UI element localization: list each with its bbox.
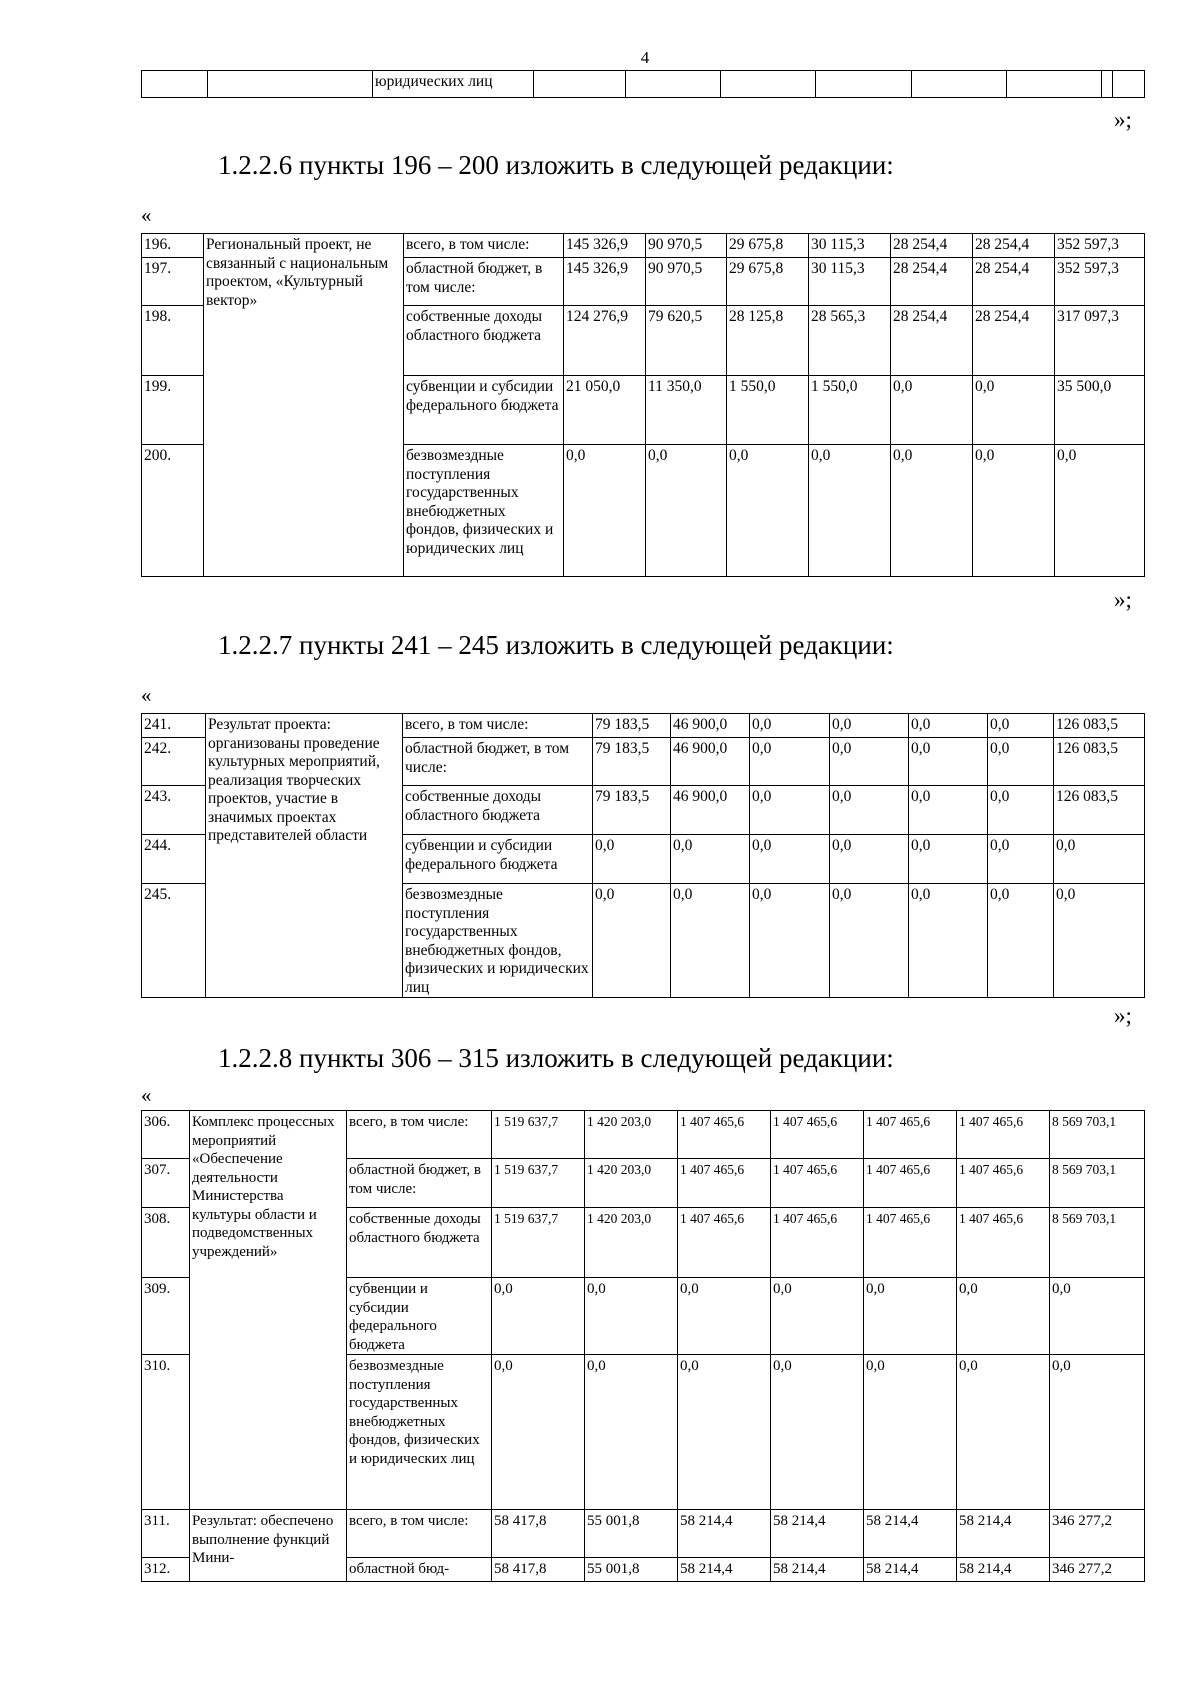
value-cell: 0,0 bbox=[830, 786, 909, 835]
value-cell: 346 277,2 bbox=[1050, 1510, 1145, 1558]
value-cell: 79 183,5 bbox=[593, 738, 671, 786]
value-cell: 58 214,4 bbox=[678, 1510, 771, 1558]
row-label: субвенции и субсидии федерального бюджета bbox=[404, 376, 564, 445]
continuation-table bbox=[141, 70, 1145, 98]
value-cell: 35 500,0 bbox=[1055, 376, 1145, 445]
table-cell bbox=[208, 71, 373, 98]
section-3-table bbox=[141, 1110, 1145, 1582]
value-cell: 1 550,0 bbox=[727, 376, 809, 445]
table-cell bbox=[1102, 71, 1113, 98]
value-cell: 0,0 bbox=[585, 1278, 678, 1355]
value-cell: 0,0 bbox=[1055, 445, 1145, 577]
value-cell: 0,0 bbox=[864, 1355, 957, 1510]
value-cell: 1 407 465,6 bbox=[864, 1159, 957, 1208]
table-cell: юридических лиц bbox=[373, 71, 534, 98]
value-cell: 1 407 465,6 bbox=[771, 1208, 864, 1278]
table-cell bbox=[626, 71, 721, 98]
value-cell: 90 970,5 bbox=[646, 234, 727, 258]
value-cell: 0,0 bbox=[727, 445, 809, 577]
value-cell: 0,0 bbox=[891, 445, 973, 577]
closing-quote: »; bbox=[1114, 1003, 1132, 1028]
value-cell: 30 115,3 bbox=[809, 234, 891, 258]
value-cell: 58 214,4 bbox=[771, 1558, 864, 1582]
row-label: субвенции и субсидии федерального бюджета bbox=[347, 1278, 492, 1355]
value-cell: 58 214,4 bbox=[957, 1510, 1050, 1558]
value-cell: 28 254,4 bbox=[891, 234, 973, 258]
value-cell: 0,0 bbox=[891, 376, 973, 445]
row-number: 306. bbox=[142, 1111, 190, 1159]
value-cell: 126 083,5 bbox=[1054, 786, 1145, 835]
value-cell: 1 407 465,6 bbox=[957, 1208, 1050, 1278]
value-cell: 0,0 bbox=[646, 445, 727, 577]
value-cell: 0,0 bbox=[1054, 835, 1145, 884]
row-label: всего, в том числе: bbox=[347, 1111, 492, 1159]
value-cell: 126 083,5 bbox=[1054, 738, 1145, 786]
value-cell: 126 083,5 bbox=[1054, 714, 1145, 738]
value-cell: 1 420 203,0 bbox=[585, 1159, 678, 1208]
value-cell: 1 519 637,7 bbox=[492, 1111, 585, 1159]
opening-quote: « bbox=[141, 683, 152, 707]
row-number: 245. bbox=[142, 884, 206, 998]
row-label: всего, в том числе: bbox=[403, 714, 593, 738]
closing-quote: »; bbox=[1114, 107, 1132, 132]
value-cell: 1 550,0 bbox=[809, 376, 891, 445]
row-number: 309. bbox=[142, 1278, 190, 1355]
value-cell: 352 597,3 bbox=[1055, 258, 1145, 306]
value-cell: 28 125,8 bbox=[727, 306, 809, 376]
row-number: 308. bbox=[142, 1208, 190, 1278]
value-cell: 1 407 465,6 bbox=[771, 1111, 864, 1159]
value-cell: 11 350,0 bbox=[646, 376, 727, 445]
row-number: 196. bbox=[142, 234, 204, 258]
value-cell: 58 417,8 bbox=[492, 1558, 585, 1582]
opening-quote: « bbox=[141, 203, 152, 227]
value-cell: 28 254,4 bbox=[973, 258, 1055, 306]
value-cell: 79 183,5 bbox=[593, 786, 671, 835]
row-label: собственные доходы областного бюджета bbox=[404, 306, 564, 376]
value-cell: 90 970,5 bbox=[646, 258, 727, 306]
value-cell: 58 214,4 bbox=[864, 1510, 957, 1558]
value-cell: 0,0 bbox=[957, 1278, 1050, 1355]
value-cell: 79 620,5 bbox=[646, 306, 727, 376]
row-number: 198. bbox=[142, 306, 204, 376]
table-cell bbox=[534, 71, 626, 98]
value-cell: 0,0 bbox=[750, 884, 830, 998]
value-cell: 58 214,4 bbox=[957, 1558, 1050, 1582]
value-cell: 46 900,0 bbox=[671, 714, 750, 738]
table-cell bbox=[1007, 71, 1102, 98]
value-cell: 0,0 bbox=[771, 1355, 864, 1510]
row-number: 244. bbox=[142, 835, 206, 884]
value-cell: 1 420 203,0 bbox=[585, 1111, 678, 1159]
value-cell: 0,0 bbox=[973, 376, 1055, 445]
value-cell: 0,0 bbox=[1050, 1355, 1145, 1510]
value-cell: 1 407 465,6 bbox=[771, 1159, 864, 1208]
value-cell: 55 001,8 bbox=[585, 1558, 678, 1582]
value-cell: 0,0 bbox=[750, 835, 830, 884]
section-heading: 1.2.2.6 пункты 196 – 200 изложить в следующей редакции: bbox=[218, 150, 894, 180]
table-cell bbox=[1113, 71, 1145, 98]
value-cell: 145 326,9 bbox=[564, 234, 646, 258]
row-label: всего, в том числе: bbox=[404, 234, 564, 258]
value-cell: 0,0 bbox=[593, 884, 671, 998]
value-cell: 0,0 bbox=[909, 738, 988, 786]
project-name: Комплекс процессных мероприятий «Обеспечение деятельности Министерства культуры области и подведомственных учреждений» bbox=[190, 1111, 347, 1510]
row-number: 310. bbox=[142, 1355, 190, 1510]
value-cell: 28 254,4 bbox=[891, 258, 973, 306]
value-cell: 28 565,3 bbox=[809, 306, 891, 376]
value-cell: 0,0 bbox=[1050, 1278, 1145, 1355]
row-label: безвозмездные поступления государственных внебюджетных фондов, физических и юридических лиц bbox=[403, 884, 593, 998]
value-cell: 1 420 203,0 bbox=[585, 1208, 678, 1278]
value-cell: 0,0 bbox=[957, 1355, 1050, 1510]
section-heading: 1.2.2.7 пункты 241 – 245 изложить в следующей редакции: bbox=[218, 630, 894, 660]
value-cell: 0,0 bbox=[750, 738, 830, 786]
row-number: 197. bbox=[142, 258, 204, 306]
value-cell: 145 326,9 bbox=[564, 258, 646, 306]
table-cell bbox=[721, 71, 816, 98]
value-cell: 79 183,5 bbox=[593, 714, 671, 738]
row-number: 312. bbox=[142, 1558, 190, 1582]
row-label: собственные доходы областного бюджета bbox=[403, 786, 593, 835]
value-cell: 0,0 bbox=[750, 714, 830, 738]
closing-quote: »; bbox=[1114, 587, 1132, 612]
row-number: 243. bbox=[142, 786, 206, 835]
value-cell: 21 050,0 bbox=[564, 376, 646, 445]
project-name: Результат: обеспечено выполнение функций Мини- bbox=[190, 1510, 347, 1582]
value-cell: 1 519 637,7 bbox=[492, 1159, 585, 1208]
value-cell: 58 417,8 bbox=[492, 1510, 585, 1558]
value-cell: 0,0 bbox=[988, 835, 1054, 884]
project-name: Региональный проект, не связанный с национальным проектом, «Культурный вектор» bbox=[204, 234, 404, 577]
value-cell: 0,0 bbox=[1054, 884, 1145, 998]
table-cell bbox=[142, 71, 208, 98]
value-cell: 0,0 bbox=[678, 1278, 771, 1355]
value-cell: 0,0 bbox=[750, 786, 830, 835]
value-cell: 0,0 bbox=[671, 884, 750, 998]
value-cell: 8 569 703,1 bbox=[1050, 1159, 1145, 1208]
row-label: безвозмездные поступления государственных внебюджетных фондов, физических и юридических лиц bbox=[404, 445, 564, 577]
value-cell: 0,0 bbox=[585, 1355, 678, 1510]
value-cell: 58 214,4 bbox=[864, 1558, 957, 1582]
value-cell: 1 519 637,7 bbox=[492, 1208, 585, 1278]
value-cell: 0,0 bbox=[492, 1278, 585, 1355]
value-cell: 0,0 bbox=[973, 445, 1055, 577]
value-cell: 1 407 465,6 bbox=[678, 1159, 771, 1208]
row-label: всего, в том числе: bbox=[347, 1510, 492, 1558]
row-label: собственные доходы областного бюджета bbox=[347, 1208, 492, 1278]
value-cell: 46 900,0 bbox=[671, 786, 750, 835]
section-2-table bbox=[141, 713, 1145, 998]
value-cell: 0,0 bbox=[830, 714, 909, 738]
value-cell: 0,0 bbox=[864, 1278, 957, 1355]
row-number: 307. bbox=[142, 1159, 190, 1208]
value-cell: 29 675,8 bbox=[727, 234, 809, 258]
value-cell: 0,0 bbox=[830, 738, 909, 786]
value-cell: 1 407 465,6 bbox=[957, 1159, 1050, 1208]
value-cell: 124 276,9 bbox=[564, 306, 646, 376]
value-cell: 28 254,4 bbox=[973, 234, 1055, 258]
value-cell: 0,0 bbox=[771, 1278, 864, 1355]
value-cell: 317 097,3 bbox=[1055, 306, 1145, 376]
value-cell: 58 214,4 bbox=[678, 1558, 771, 1582]
value-cell: 1 407 465,6 bbox=[864, 1208, 957, 1278]
row-number: 199. bbox=[142, 376, 204, 445]
row-label: областной бюджет, в том числе: bbox=[347, 1159, 492, 1208]
value-cell: 29 675,8 bbox=[727, 258, 809, 306]
value-cell: 0,0 bbox=[671, 835, 750, 884]
value-cell: 0,0 bbox=[492, 1355, 585, 1510]
row-label: безвозмездные поступления государственных внебюджетных фондов, физических и юридических лиц bbox=[347, 1355, 492, 1510]
row-number: 200. bbox=[142, 445, 204, 577]
row-label: областной бюджет, в том числе: bbox=[403, 738, 593, 786]
value-cell: 1 407 465,6 bbox=[678, 1111, 771, 1159]
value-cell: 55 001,8 bbox=[585, 1510, 678, 1558]
value-cell: 1 407 465,6 bbox=[957, 1111, 1050, 1159]
value-cell: 0,0 bbox=[809, 445, 891, 577]
value-cell: 352 597,3 bbox=[1055, 234, 1145, 258]
value-cell: 0,0 bbox=[830, 884, 909, 998]
value-cell: 0,0 bbox=[909, 835, 988, 884]
value-cell: 46 900,0 bbox=[671, 738, 750, 786]
value-cell: 0,0 bbox=[909, 884, 988, 998]
value-cell: 0,0 bbox=[909, 786, 988, 835]
row-label: субвенции и субсидии федерального бюджета bbox=[403, 835, 593, 884]
value-cell: 28 254,4 bbox=[891, 306, 973, 376]
value-cell: 8 569 703,1 bbox=[1050, 1111, 1145, 1159]
value-cell: 0,0 bbox=[988, 786, 1054, 835]
value-cell: 30 115,3 bbox=[809, 258, 891, 306]
value-cell: 58 214,4 bbox=[771, 1510, 864, 1558]
project-name: Результат проекта: организованы проведение культурных мероприятий, реализация творческих проектов, участие в значимых проектах представителей области bbox=[206, 714, 403, 998]
value-cell: 0,0 bbox=[988, 714, 1054, 738]
row-number: 241. bbox=[142, 714, 206, 738]
table-cell bbox=[816, 71, 912, 98]
value-cell: 1 407 465,6 bbox=[864, 1111, 957, 1159]
page-number: 4 bbox=[640, 48, 650, 67]
row-label: областной бюд- bbox=[347, 1558, 492, 1582]
row-number: 242. bbox=[142, 738, 206, 786]
value-cell: 28 254,4 bbox=[973, 306, 1055, 376]
value-cell: 8 569 703,1 bbox=[1050, 1208, 1145, 1278]
value-cell: 0,0 bbox=[678, 1355, 771, 1510]
value-cell: 0,0 bbox=[564, 445, 646, 577]
value-cell: 0,0 bbox=[988, 884, 1054, 998]
value-cell: 0,0 bbox=[909, 714, 988, 738]
value-cell: 0,0 bbox=[988, 738, 1054, 786]
value-cell: 1 407 465,6 bbox=[678, 1208, 771, 1278]
opening-quote: « bbox=[141, 1083, 152, 1107]
section-heading: 1.2.2.8 пункты 306 – 315 изложить в следующей редакции: bbox=[218, 1043, 894, 1073]
value-cell: 0,0 bbox=[593, 835, 671, 884]
section-1-table bbox=[141, 233, 1145, 577]
table-cell bbox=[912, 71, 1007, 98]
value-cell: 0,0 bbox=[830, 835, 909, 884]
row-label: областной бюджет, в том числе: bbox=[404, 258, 564, 306]
row-number: 311. bbox=[142, 1510, 190, 1558]
value-cell: 346 277,2 bbox=[1050, 1558, 1145, 1582]
